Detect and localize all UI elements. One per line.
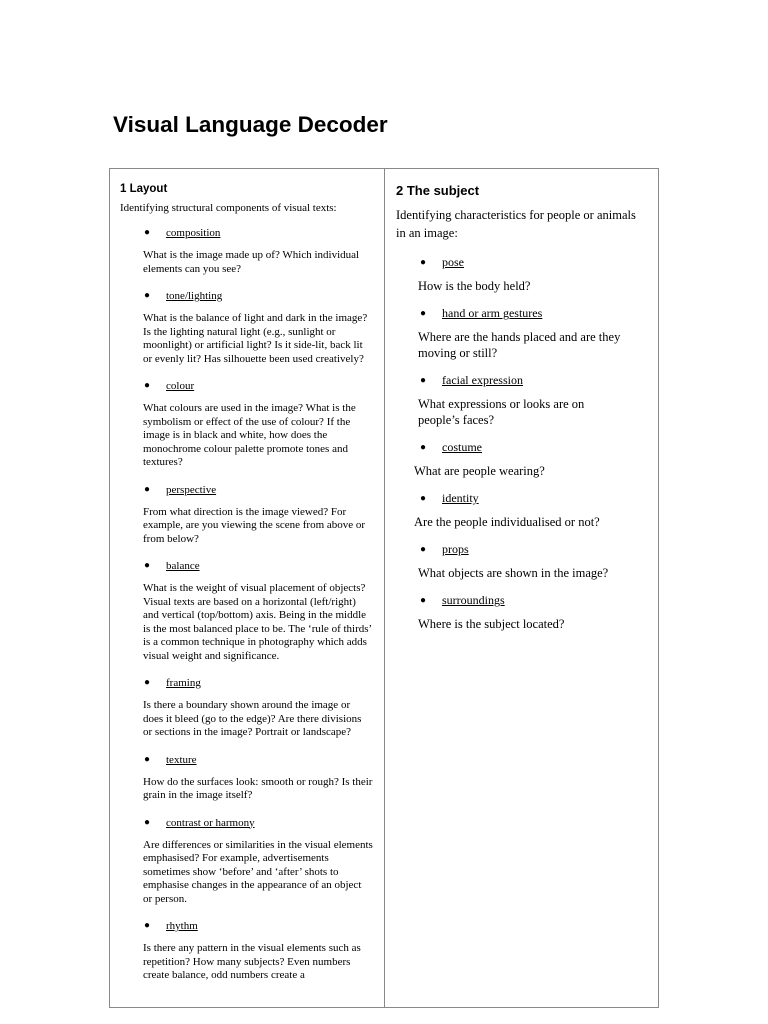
layout-item [120,558,378,663]
column-divider [384,169,385,1007]
item-description: From what direction is the image viewed? For example, are you viewing the scene from above or from below? [143,505,366,545]
bullet-icon: ● [144,227,151,238]
subject-item [396,592,646,632]
layout-item [120,918,378,983]
bullet-icon: ● [144,380,151,391]
subject-intro: Identifying characteristics for people or animals in an image: [396,208,636,240]
bullet-icon: ● [420,595,427,606]
layout-heading: 1 Layout [120,183,168,195]
bullet-icon: ● [420,308,427,319]
layout-item [120,288,378,366]
item-description: How is the body held? [418,279,531,293]
item-description: What is the image made up of? Which individual elements can you see? [143,249,360,275]
subject-heading: 2 The subject [396,183,480,198]
layout-item [120,378,378,470]
item-label: contrast or harmony [166,816,255,829]
item-label: costume [442,440,482,454]
subject-column [396,169,646,643]
item-label: identity [442,491,479,505]
layout-item [120,675,378,740]
item-label: tone/lighting [166,290,223,302]
item-description: Are differences or similarities in the visual elements emphasised? For example, advertisements sometimes show ‘before’ and ‘after’ shots to emphasise changes in the appearance of an object or person. [143,838,373,905]
subject-item [396,254,646,294]
item-label: surroundings [442,593,505,607]
layout-item [120,225,378,276]
item-description: Is there any pattern in the visual elements such as repetition? How many subjects? Even numbers create balance, odd numbers create a [143,942,361,981]
subject-item [396,305,646,361]
bullet-icon: ● [144,816,151,828]
item-label: composition [166,227,221,239]
layout-item [120,815,378,907]
subject-item [396,439,646,479]
item-description: What is the balance of light and dark in the image? Is the lighting natural light (e.g., sunlight or moonlight) or artificial light? Is it side-lit, back lit or evenly lit? Has silhouette been used creatively? [143,312,368,365]
item-description: What are people wearing? [414,464,545,478]
item-label: colour [166,380,195,392]
item-label: perspective [166,483,217,496]
layout-intro: Identifying structural components of visual texts: [120,202,337,214]
item-description: What is the weight of visual placement of objects? Visual texts are based on a horizontal (left/right) and vertical (top/bottom) axis. Being in the middle is the most balanced place to be. The ‘rule of thirds’ is a common technique in photography which adds visual weight and significance. [143,582,372,662]
bullet-icon: ● [420,544,427,555]
bullet-icon: ● [420,493,427,504]
item-description: Are the people individualised or not? [414,515,600,529]
item-label: hand or arm gestures [442,306,543,320]
subject-item [396,490,646,530]
item-label: rhythm [166,920,198,932]
bullet-icon: ● [144,920,151,931]
item-label: facial expression [442,373,523,387]
item-label: props [442,542,469,556]
bullet-icon: ● [144,290,151,301]
bullet-icon: ● [144,677,151,688]
subject-item [396,372,646,428]
item-description: What colours are used in the image? What is the symbolism or effect of the use of colour? If the image is in black and white, how does the monochrome colour palette promote tones and textures? [143,402,356,468]
item-label: framing [166,677,201,689]
layout-item [120,752,378,803]
item-label: balance [166,560,200,572]
layout-item [120,482,378,547]
layout-column [120,169,378,995]
bullet-icon: ● [144,483,151,495]
bullet-icon: ● [420,375,427,386]
item-description: What expressions or looks are on people’s faces? [418,397,585,427]
item-label: pose [442,255,464,269]
item-description: Where is the subject located? [418,617,565,631]
bullet-icon: ● [144,560,151,571]
item-description: What objects are shown in the image? [418,566,609,580]
item-description: Where are the hands placed and are they moving or still? [418,330,621,360]
item-description: Is there a boundary shown around the image or does it bleed (go to the edge)? Are there divisions or sections in the image? Portrait or landscape? [143,699,362,738]
bullet-icon: ● [420,257,427,268]
bullet-icon: ● [420,442,427,453]
decoder-table [109,168,659,1008]
item-description: How do the surfaces look: smooth or rough? Is their grain in the image itself? [143,775,373,801]
subject-item [396,541,646,581]
page-title: Visual Language Decoder [113,112,388,137]
bullet-icon: ● [144,753,151,765]
item-label: texture [166,753,197,766]
